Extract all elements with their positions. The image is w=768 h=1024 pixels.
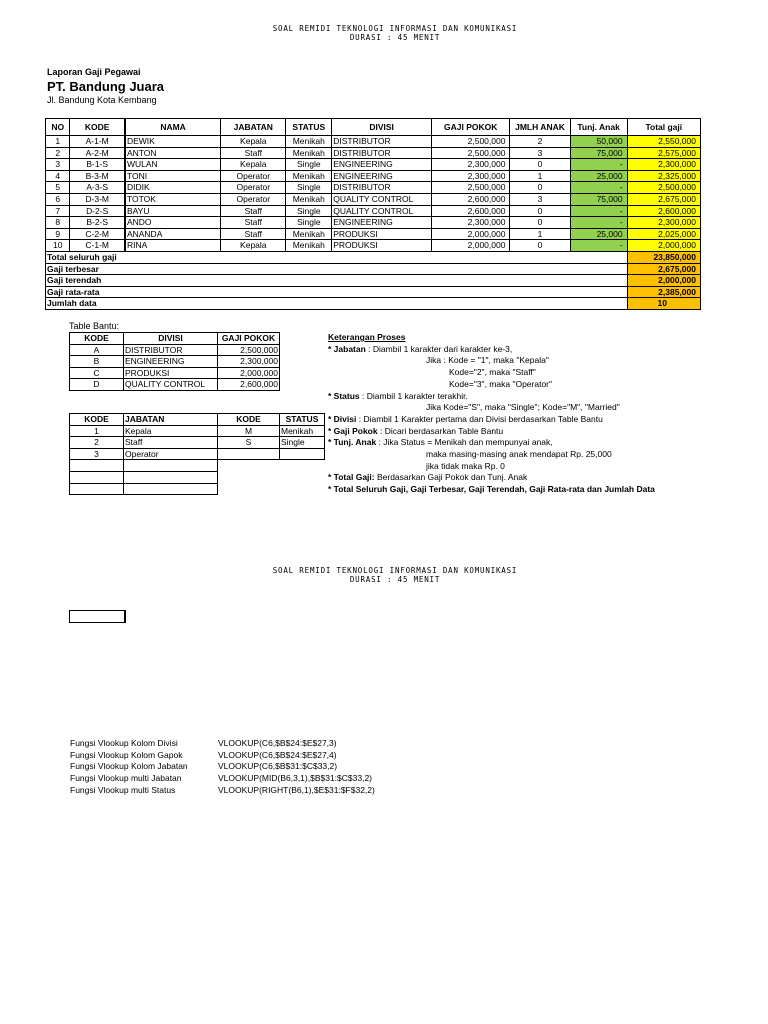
company-address: Jl. Bandung Kota Kembang (47, 95, 157, 105)
summary-row (46, 251, 701, 263)
table-row (46, 147, 701, 159)
summary-row (46, 298, 701, 310)
jabatan-lookup-cell (124, 483, 218, 495)
col-header-gaji-pokok: GAJI POKOK (432, 119, 510, 136)
jabatan-lookup-row (70, 460, 218, 472)
status-lookup-row (218, 437, 325, 449)
col-header-total-gaji: Total gaji (627, 119, 700, 136)
note-status-rule: Jika Kode="S", maka "Single"; Kode="M", "Married" (426, 402, 620, 413)
status-lookup-cell: Single (280, 437, 325, 449)
cell-divisi: ENGINEERING (332, 170, 432, 182)
note-tunj-anak: * Tunj. Anak : Jika Status = Menikah dan mempunyai anak, (328, 437, 553, 448)
formula-value: VLOOKUP(RIGHT(B6,1),$E$31:$F$32,2) (218, 784, 375, 795)
cell-no: 5 (46, 182, 70, 194)
divisi-lookup-header (70, 333, 280, 345)
cell-gaji-pokok: 2,000,000 (432, 228, 510, 240)
summary-label: Jumlah data (46, 298, 628, 310)
cell-total-gaji: 2,300,000 (627, 217, 700, 229)
summary-label: Gaji terendah (46, 275, 628, 287)
cell-jumlah-anak: 0 (510, 159, 570, 171)
col-header-tunj-anak: Tunj. Anak (570, 119, 627, 136)
cell-no: 7 (46, 205, 70, 217)
cell-tunj-anak: - (570, 182, 627, 194)
cell-total-gaji: 2,600,000 (627, 205, 700, 217)
summary-row (46, 263, 701, 275)
summary-value: 2,000,000 (627, 275, 700, 287)
cell-status: Menikah (286, 136, 332, 148)
cell-jabatan: Staff (221, 205, 286, 217)
note-jabatan: * Jabatan : Diambil 1 karakter dari karakter ke-3, (328, 343, 513, 354)
table-row (46, 217, 701, 229)
jabatan-lookup-cell: 3 (70, 448, 124, 460)
cell-status: Menikah (286, 228, 332, 240)
jabatan-lookup-cell: 1 (70, 425, 124, 437)
cell-kode: C-1-M (70, 240, 125, 252)
formula-value: VLOOKUP(C6,$B$24:$E$27,3) (218, 738, 337, 748)
divisi-lookup-cell: 2,500,000 (218, 344, 280, 356)
cell-nama: TONI (125, 170, 221, 182)
note-gaji-pokok: * Gaji Pokok : Dicari berdasarkan Table Bantu (328, 425, 504, 436)
jabatan-lookup-row (70, 483, 218, 495)
summary-label: Gaji terbesar (46, 263, 628, 275)
cell-no: 4 (46, 170, 70, 182)
note-jabatan-rule-3: Kode="3", maka "Operator" (449, 378, 553, 389)
formula-value: VLOOKUP(MID(B6,3,1),$B$31:$C$33,2) (218, 773, 373, 784)
status-lookup-header (218, 414, 325, 426)
table-row (46, 240, 701, 252)
table-row (46, 136, 701, 148)
cell-status: Menikah (286, 170, 332, 182)
note-jabatan-rule-1: Jika : Kode = "1", maka "Kepala" (426, 355, 549, 366)
summary-value: 10 (627, 298, 700, 310)
cell-gaji-pokok: 2,500,000 (432, 136, 510, 148)
divisi-lookup-cell: QUALITY CONTROL (124, 379, 218, 391)
status-lookup-table (217, 413, 325, 460)
cell-tunj-anak: - (570, 159, 627, 171)
cell-nama: DEWIK (125, 136, 221, 148)
cell-jabatan: Operator (221, 170, 286, 182)
cell-tunj-anak: 75,000 (570, 193, 627, 205)
table-row (46, 228, 701, 240)
cell-kode: C-2-M (70, 228, 125, 240)
jabatan-lookup-cell (124, 471, 218, 483)
cell-total-gaji: 2,550,000 (627, 136, 700, 148)
status-lookup-row (218, 448, 325, 460)
cell-gaji-pokok: 2,300,000 (432, 217, 510, 229)
note-divisi: * Divisi : Diambil 1 Karakter pertama dan Divisi berdasarkan Table Bantu (328, 413, 603, 424)
cell-divisi: QUALITY CONTROL (332, 205, 432, 217)
cell-nama: DIDIK (125, 182, 221, 194)
jabatan-lookup-table (69, 413, 218, 495)
cell-jabatan: Kepala (221, 136, 286, 148)
jabatan-lookup-cell (124, 460, 218, 472)
exam-title: SOAL REMIDI TEKNOLOGI INFORMASI DAN KOMUNIKASI (272, 24, 518, 33)
cell-status: Single (286, 217, 332, 229)
cell-no: 6 (46, 193, 70, 205)
jabatan-lookup-cell (70, 471, 124, 483)
cell-nama: BAYU (125, 205, 221, 217)
cell-jabatan: Staff (221, 228, 286, 240)
cell-jumlah-anak: 0 (510, 217, 570, 229)
divisi-lookup-cell: ENGINEERING (124, 356, 218, 368)
cell-status: Menikah (286, 147, 332, 159)
status-lookup-cell: S (218, 437, 280, 449)
jabatan-lookup-row (70, 448, 218, 460)
note-jabatan-rule-2: Kode="2", maka "Staff" (449, 367, 536, 378)
note-tunj-anak-rule-2: jika tidak maka Rp. 0 (426, 460, 505, 471)
cell-kode: B-1-S (70, 159, 125, 171)
jabatan-lookup-header-kode: KODE (70, 414, 124, 426)
cell-tunj-anak: 75,000 (570, 147, 627, 159)
cell-tunj-anak: - (570, 240, 627, 252)
formula-value: VLOOKUP(C6,$B$24:$E$27,4) (218, 749, 337, 760)
status-lookup-cell: M (218, 425, 280, 437)
cell-tunj-anak: 25,000 (570, 170, 627, 182)
cell-divisi: PRODUKSI (332, 228, 432, 240)
note-status: * Status : Diambil 1 karakter terakhir. (328, 390, 468, 401)
cell-nama: RINA (125, 240, 221, 252)
divisi-lookup-cell: B (70, 356, 124, 368)
divisi-lookup-row (70, 344, 280, 356)
summary-value: 23,850,000 (627, 251, 700, 263)
cell-status: Single (286, 159, 332, 171)
exam-duration: DURASI : 45 MENIT (349, 33, 441, 42)
divisi-lookup-header-gaji: GAJI POKOK (218, 333, 280, 345)
col-header-jabatan: JABATAN (221, 119, 286, 136)
summary-row (46, 275, 701, 287)
summary-label: Total seluruh gaji (46, 251, 628, 263)
cell-divisi: DISTRIBUTOR (332, 136, 432, 148)
cell-jumlah-anak: 1 (510, 170, 570, 182)
table-header-row (46, 119, 701, 136)
cell-gaji-pokok: 2,600,000 (432, 205, 510, 217)
cell-jumlah-anak: 0 (510, 240, 570, 252)
divisi-lookup-row (70, 379, 280, 391)
cell-total-gaji: 2,000,000 (627, 240, 700, 252)
cell-no: 10 (46, 240, 70, 252)
jabatan-lookup-cell: 2 (70, 437, 124, 449)
cell-nama: ANDO (125, 217, 221, 229)
cell-jabatan: Kepala (221, 159, 286, 171)
cell-total-gaji: 2,675,000 (627, 193, 700, 205)
cell-jumlah-anak: 3 (510, 193, 570, 205)
cell-kode: B-2-S (70, 217, 125, 229)
divisi-lookup-cell: DISTRIBUTOR (124, 344, 218, 356)
cell-kode: D-3-M (70, 193, 125, 205)
formula-values (218, 738, 375, 797)
process-notes-title: Keterangan Proses (328, 332, 406, 342)
col-header-divisi: DIVISI (332, 119, 432, 136)
exam-title-repeat: SOAL REMIDI TEKNOLOGI INFORMASI DAN KOMUNIKASI (272, 566, 518, 575)
cell-divisi: QUALITY CONTROL (332, 193, 432, 205)
cell-no: 3 (46, 159, 70, 171)
summary-label: Gaji rata-rata (46, 286, 628, 298)
cell-divisi: DISTRIBUTOR (332, 147, 432, 159)
report-title: Laporan Gaji Pegawai (47, 67, 141, 77)
col-header-no: NO (46, 119, 70, 136)
cell-total-gaji: 2,575,000 (627, 147, 700, 159)
cell-no: 1 (46, 136, 70, 148)
cell-no: 8 (46, 217, 70, 229)
cell-jumlah-anak: 0 (510, 182, 570, 194)
jabatan-lookup-row (70, 471, 218, 483)
cell-divisi: ENGINEERING (332, 159, 432, 171)
jabatan-lookup-cell: Staff (124, 437, 218, 449)
jabatan-lookup-row (70, 437, 218, 449)
note-total-gaji: * Total Gaji: Berdasarkan Gaji Pokok dan Tunj. Anak (328, 472, 528, 483)
cell-jabatan: Kepala (221, 240, 286, 252)
cell-gaji-pokok: 2,500,000 (432, 182, 510, 194)
cell-gaji-pokok: 2,300,000 (432, 159, 510, 171)
cell-jumlah-anak: 3 (510, 147, 570, 159)
table-row (46, 205, 701, 217)
cell-jumlah-anak: 2 (510, 136, 570, 148)
divisi-lookup-row (70, 356, 280, 368)
cell-tunj-anak: - (570, 205, 627, 217)
cell-status: Menikah (286, 193, 332, 205)
summary-value: 2,385,000 (627, 286, 700, 298)
cell-jabatan: Operator (221, 193, 286, 205)
cell-jumlah-anak: 0 (510, 205, 570, 217)
divisi-lookup-row (70, 367, 280, 379)
cell-nama: WULAN (125, 159, 221, 171)
exam-duration-repeat: DURASI : 45 MENIT (349, 575, 441, 584)
note-total-all: * Total Seluruh Gaji, Gaji Terbesar, Gaji Terendah, Gaji Rata-rata dan Jumlah Data (328, 484, 655, 495)
cell-divisi: PRODUKSI (332, 240, 432, 252)
formula-label: Fungsi Vlookup multi Status (70, 784, 176, 795)
table-row (46, 193, 701, 205)
cell-tunj-anak: - (570, 217, 627, 229)
divisi-lookup-cell: C (70, 367, 124, 379)
cell-jabatan: Staff (221, 217, 286, 229)
cell-divisi: DISTRIBUTOR (332, 182, 432, 194)
cell-status: Single (286, 205, 332, 217)
salary-table (45, 118, 701, 310)
divisi-lookup-table (69, 332, 280, 391)
divisi-lookup-cell: 2,600,000 (218, 379, 280, 391)
divisi-lookup-header-kode: KODE (70, 333, 124, 345)
cell-tunj-anak: 50,000 (570, 136, 627, 148)
summary-value: 2,675,000 (627, 263, 700, 275)
formula-label: Fungsi Vlookup Kolom Divisi (70, 738, 178, 748)
cell-gaji-pokok: 2,300,000 (432, 170, 510, 182)
cell-kode: D-2-S (70, 205, 125, 217)
table-row (46, 170, 701, 182)
cell-jabatan: Staff (221, 147, 286, 159)
jabatan-lookup-row (70, 425, 218, 437)
status-lookup-cell (280, 448, 325, 460)
jabatan-lookup-header (70, 414, 218, 426)
divisi-lookup-cell: PRODUKSI (124, 367, 218, 379)
table-row (46, 182, 701, 194)
cell-jumlah-anak: 1 (510, 228, 570, 240)
table-bantu-title: Table Bantu: (69, 321, 120, 331)
process-notes (328, 332, 655, 496)
jabatan-lookup-header-jabatan: JABATAN (124, 414, 218, 426)
col-header-status: STATUS (286, 119, 332, 136)
divisi-lookup-cell: 2,000,000 (218, 367, 280, 379)
cell-nama: ANTON (125, 147, 221, 159)
cell-tunj-anak: 25,000 (570, 228, 627, 240)
cell-jabatan: Operator (221, 182, 286, 194)
formula-labels (70, 738, 188, 797)
cell-kode: A-1-M (70, 136, 125, 148)
status-lookup-row (218, 425, 325, 437)
cell-gaji-pokok: 2,600,000 (432, 193, 510, 205)
status-lookup-header-kode: KODE (218, 414, 280, 426)
formula-label: Fungsi Vlookup Kolom Jabatan (70, 761, 188, 772)
jabatan-lookup-cell: Kepala (124, 425, 218, 437)
empty-cell (69, 610, 126, 623)
divisi-lookup-cell: A (70, 344, 124, 356)
cell-kode: A-2-M (70, 147, 125, 159)
status-lookup-cell (218, 448, 280, 460)
status-lookup-header-status: STATUS (280, 414, 325, 426)
jabatan-lookup-cell: Operator (124, 448, 218, 460)
cell-status: Menikah (286, 240, 332, 252)
jabatan-lookup-cell (70, 460, 124, 472)
jabatan-lookup-cell (70, 483, 124, 495)
cell-status: Single (286, 182, 332, 194)
cell-divisi: ENGINEERING (332, 217, 432, 229)
divisi-lookup-cell: D (70, 379, 124, 391)
cell-gaji-pokok: 2,000,000 (432, 240, 510, 252)
cell-total-gaji: 2,500,000 (627, 182, 700, 194)
cell-no: 2 (46, 147, 70, 159)
col-header-jumlah-anak: JMLH ANAK (510, 119, 570, 136)
cell-nama: ANANDA (125, 228, 221, 240)
table-row (46, 159, 701, 171)
col-header-kode: KODE (70, 119, 125, 136)
note-tunj-anak-rule-1: maka masing-masing anak mendapat Rp. 25,000 (426, 449, 612, 460)
formula-value: VLOOKUP(C6,$B$31:$C$33,2) (218, 761, 338, 772)
formula-label: Fungsi Vlookup Kolom Gapok (70, 749, 183, 760)
divisi-lookup-cell: 2,300,000 (218, 356, 280, 368)
col-header-nama: NAMA (125, 119, 221, 136)
divisi-lookup-header-divisi: DIVISI (124, 333, 218, 345)
summary-row (46, 286, 701, 298)
company-name: PT. Bandung Juara (47, 79, 165, 94)
formula-label: Fungsi Vlookup multi Jabatan (70, 773, 182, 784)
cell-total-gaji: 2,300,000 (627, 159, 700, 171)
cell-kode: A-3-S (70, 182, 125, 194)
cell-total-gaji: 2,025,000 (627, 228, 700, 240)
cell-gaji-pokok: 2,500,000 (432, 147, 510, 159)
cell-kode: B-3-M (70, 170, 125, 182)
cell-no: 9 (46, 228, 70, 240)
cell-total-gaji: 2,325,000 (627, 170, 700, 182)
status-lookup-cell: Menikah (280, 425, 325, 437)
cell-nama: TOTOK (125, 193, 221, 205)
